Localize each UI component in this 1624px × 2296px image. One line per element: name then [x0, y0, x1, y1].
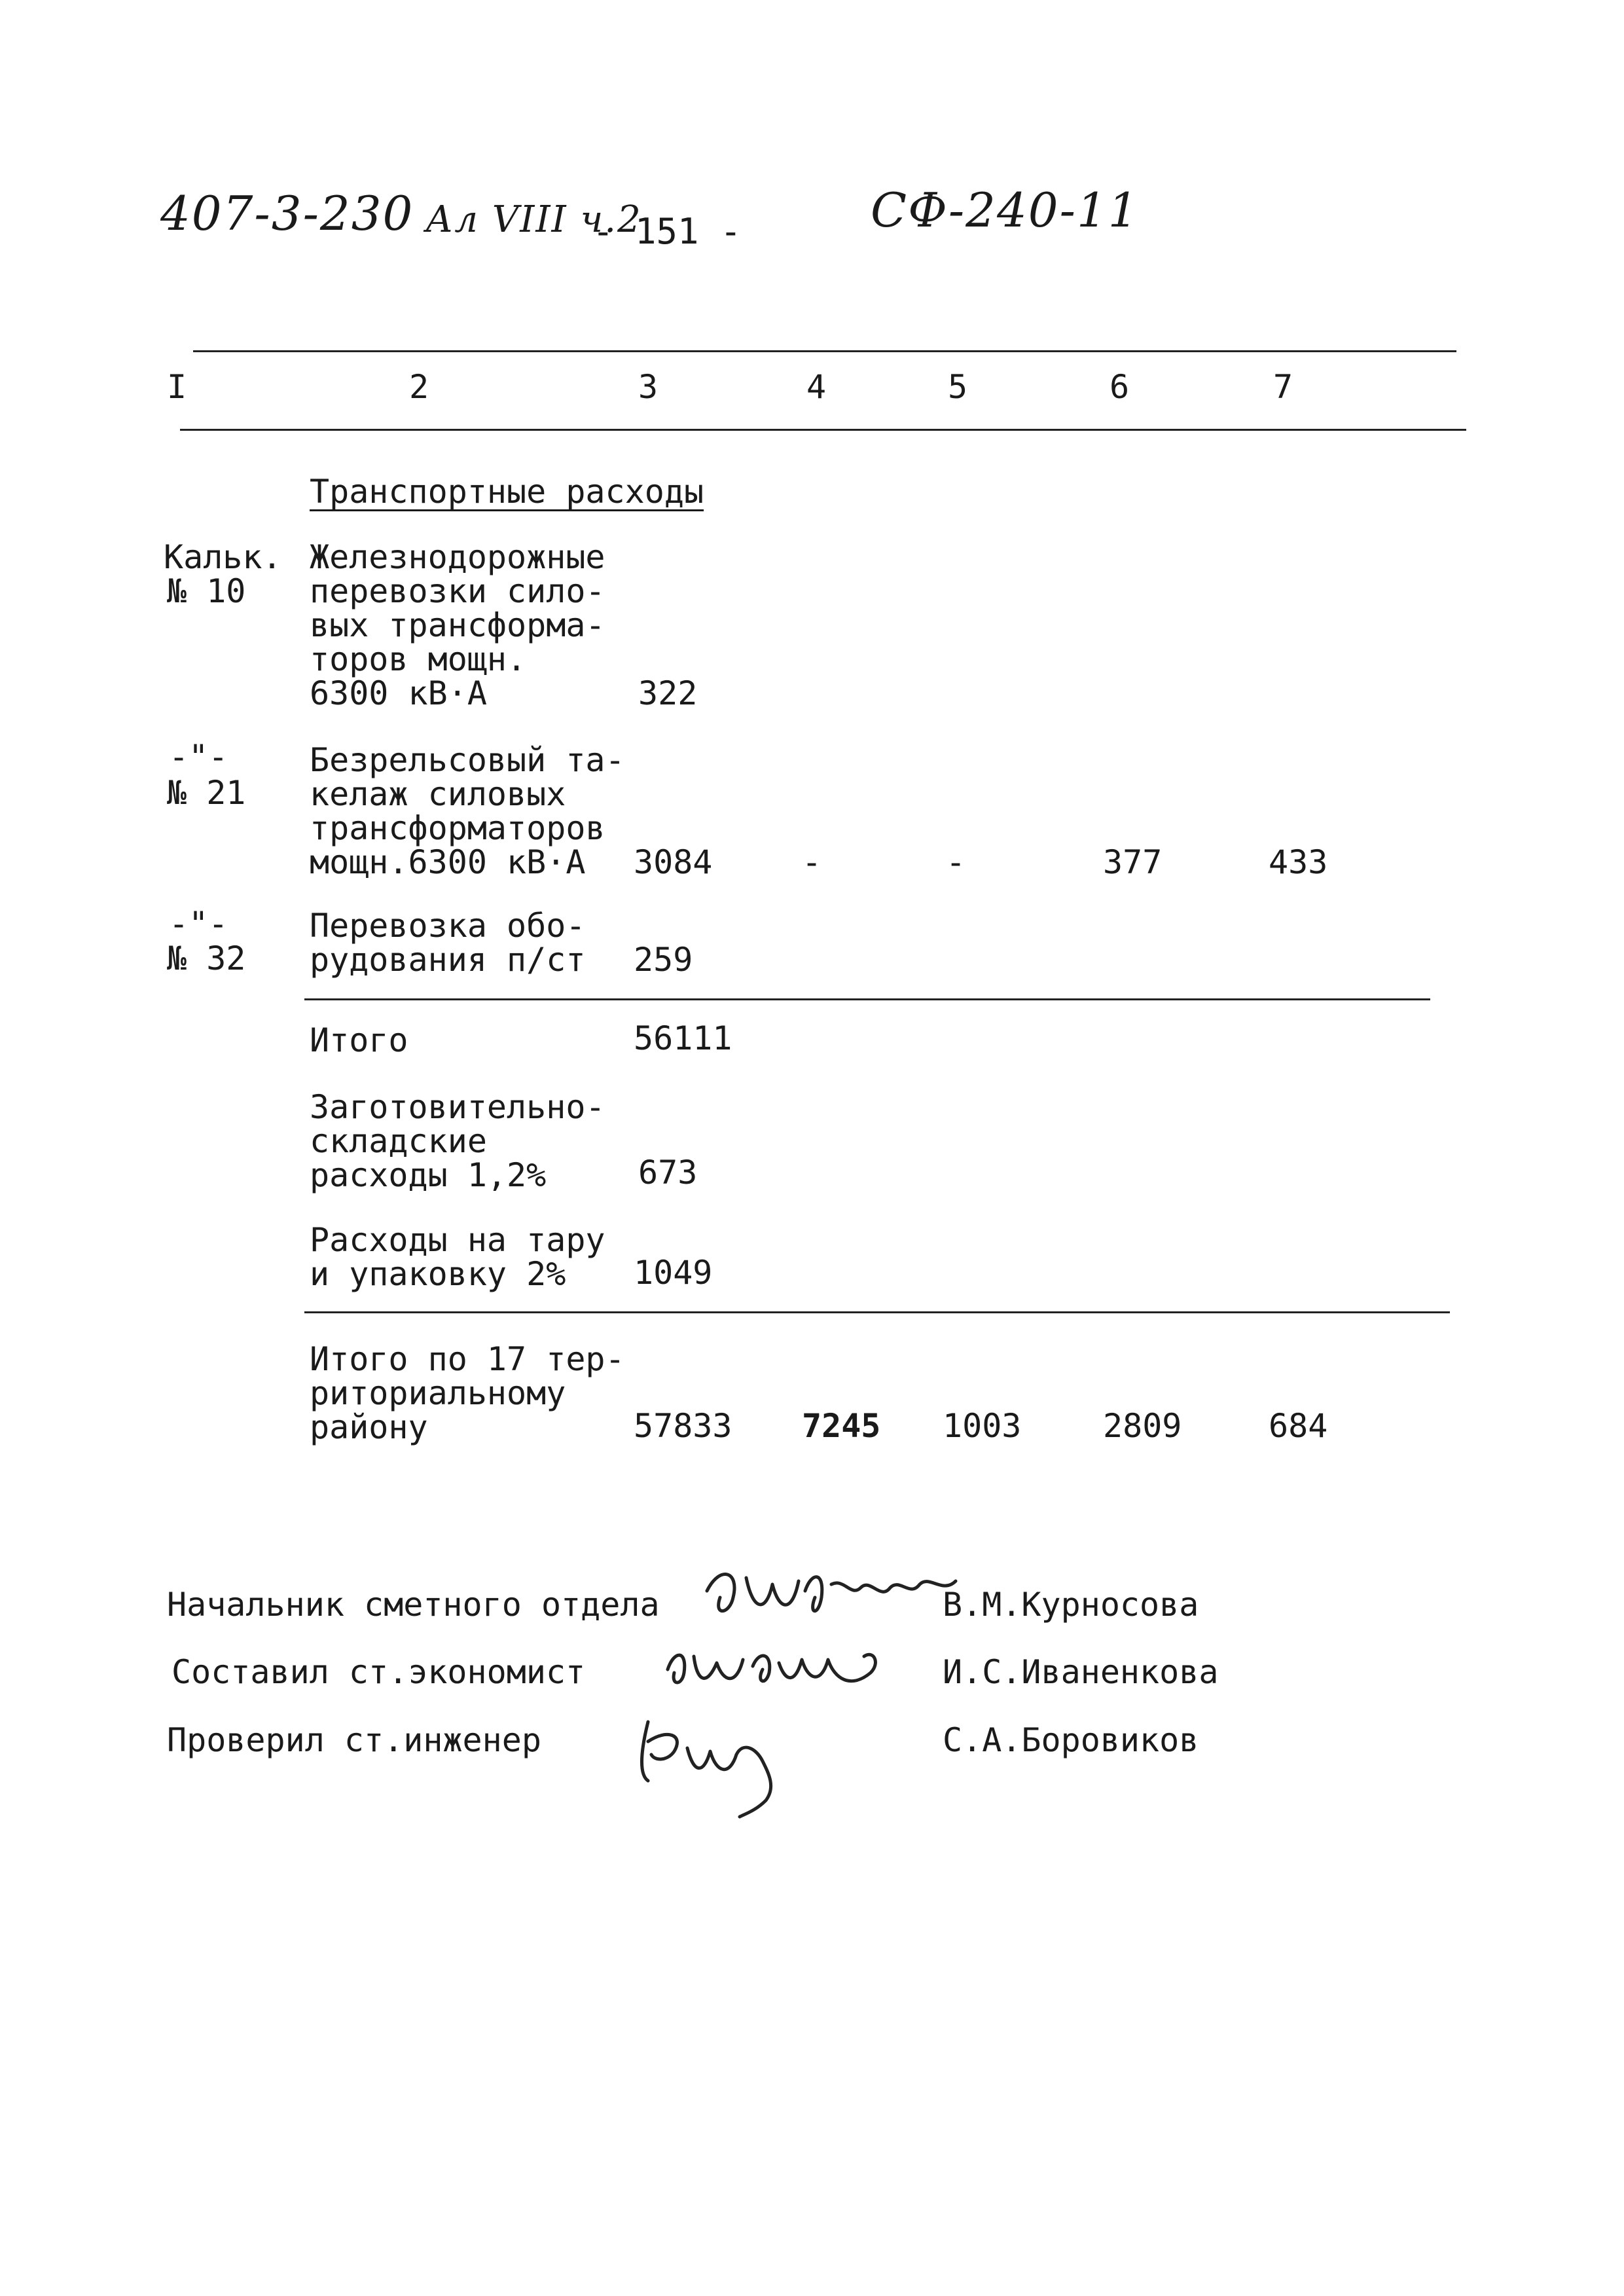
signatory-role: Проверил ст.инженер: [167, 1721, 541, 1759]
total-col4-value: 7245: [802, 1407, 881, 1445]
row-col3-value: 3084: [634, 843, 713, 881]
subtotal-description: Итого: [310, 1021, 408, 1059]
column-header-7: 7: [1273, 368, 1293, 406]
total-col7-value: 684: [1269, 1407, 1328, 1445]
column-header-1: I: [167, 368, 187, 406]
section-title: Транспортные расходы: [310, 473, 704, 511]
header-top-rule: [193, 350, 1456, 352]
signatory-role: Составил ст.экономист: [171, 1653, 586, 1691]
subtotal-rule: [304, 998, 1430, 1000]
total-description: Итого по 17 тер- риториальному району: [310, 1340, 625, 1446]
subtotal-col3-value: 1049: [634, 1254, 713, 1292]
column-header-3: 3: [638, 368, 659, 406]
row-col7-value: 433: [1269, 843, 1328, 881]
total-col6-value: 2809: [1103, 1407, 1182, 1445]
row-description: Перевозка обо- рудования п/ст: [310, 907, 586, 979]
row-col5-value: -: [946, 843, 966, 881]
row-description: Железнодорожные перевозки сило- вых трансформа- торов мощн. 6300 кВ·А: [310, 538, 605, 712]
page-number: - 151 -: [592, 211, 742, 252]
subtotal-col3-value: 56111: [634, 1019, 732, 1057]
handwritten-signature: [694, 1552, 982, 1630]
total-col3-value: 57833: [634, 1407, 732, 1445]
row-description: Безрельсовый та- келаж силовых трансформаторов мощн.6300 кВ·А: [310, 741, 625, 881]
row-col3-value: 322: [638, 674, 698, 712]
album-reference: Ал VIII ч.2: [425, 198, 642, 241]
handwritten-signature: [622, 1702, 818, 1820]
sheet-code: СФ-240-11: [871, 183, 1140, 238]
row-reference-number: № 32: [167, 939, 246, 977]
subtotal-col3-value: 673: [638, 1154, 698, 1192]
row-reference-number: № 10: [167, 572, 246, 610]
row-reference-label: -"-: [169, 905, 228, 943]
column-header-6: 6: [1110, 368, 1130, 406]
signatory-name: И.С.Иваненкова: [943, 1653, 1219, 1691]
signatory-name: С.А.Боровиков: [943, 1721, 1199, 1759]
total-rule: [304, 1311, 1450, 1313]
column-header-5: 5: [948, 368, 968, 406]
header-bottom-rule: [180, 429, 1466, 431]
row-col6-value: 377: [1103, 843, 1163, 881]
subtotal-description: Заготовительно- складские расходы 1,2%: [310, 1088, 605, 1194]
signatory-name: В.М.Курносова: [943, 1586, 1199, 1624]
row-col4-value: -: [802, 843, 822, 881]
column-header-2: 2: [409, 368, 429, 406]
document-code: 407-3-230: [160, 186, 414, 241]
subtotal-description: Расходы на тару и упаковку 2%: [310, 1221, 605, 1293]
row-col3-value: 259: [634, 941, 693, 979]
row-reference-label: Кальк.: [164, 538, 282, 576]
total-col5-value: 1003: [943, 1407, 1022, 1445]
row-reference-label: -"-: [169, 738, 228, 776]
handwritten-signature: [655, 1624, 890, 1702]
column-header-4: 4: [806, 368, 827, 406]
row-reference-number: № 21: [167, 774, 246, 812]
signatory-role: Начальник сметного отдела: [167, 1586, 660, 1624]
